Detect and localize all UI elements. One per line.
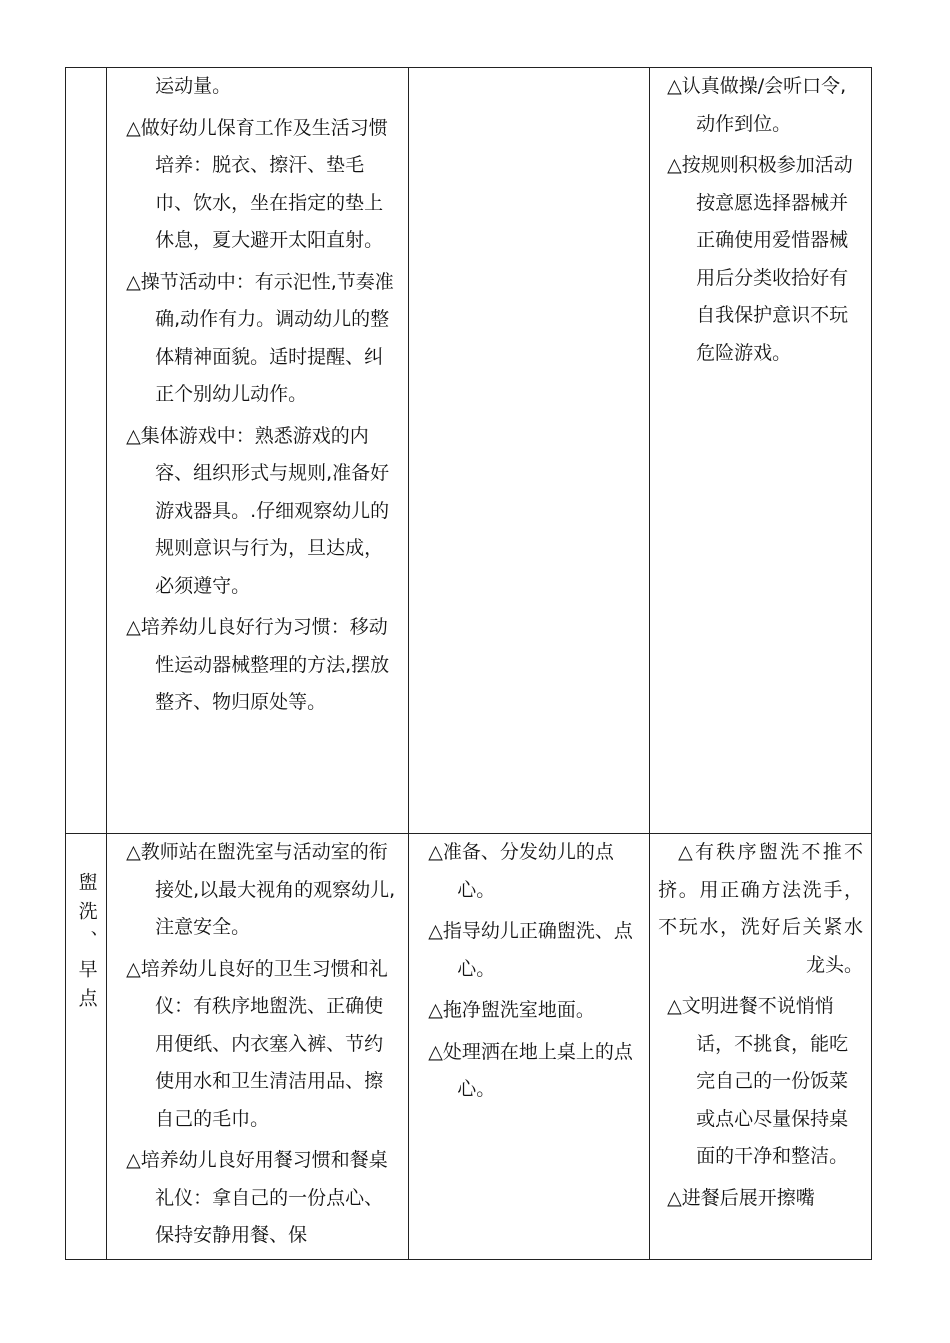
table-row	[66, 68, 872, 834]
list-item: △认真做操/会听口令,动作到位。	[667, 75, 847, 135]
paragraph: △有秩序盥洗不推不挤。用正确方法洗手，不玩水，洗好后关紧水龙头。	[658, 841, 863, 976]
row-label-cell	[66, 68, 107, 834]
list-item: △做好幼儿保育工作及生活习惯培养：脱衣、擦汗、垫毛巾、饮水，坐在指定的垫上休息，夏大避开太阳直射。	[126, 116, 388, 251]
list-item: △教师站在盥洗室与活动室的衔接处,以最大视角的观察幼儿,注意安全。	[126, 841, 396, 938]
list-item: △准备、分发幼儿的点心。	[428, 841, 614, 901]
list-item: △文明进餐不说悄悄话，不挑食，能吃完自己的一份饭菜或点心尽量保持桌面的干净和整洁。	[667, 995, 849, 1167]
teacher-guidance-cell	[107, 68, 409, 834]
teacher-guidance-cell	[107, 834, 409, 1260]
caregiver-tasks-cell	[409, 834, 650, 1260]
list-item: △拖净盥洗室地面。	[428, 999, 595, 1021]
list-item: △指导幼儿正确盥洗、点心。	[428, 920, 633, 980]
continued-text: 运动量。	[155, 75, 232, 97]
row-label: 盥洗、早点	[75, 872, 98, 1017]
list-item: △处理洒在地上桌上的点心。	[428, 1040, 633, 1100]
schedule-table	[65, 67, 872, 1260]
list-item: △操节活动中：有示汜性,节奏准确,动作有力。调动幼儿的整体精神面貌。适时提醒、纠正个别幼儿动作。	[126, 270, 394, 405]
list-item: △集体游戏中：熟悉游戏的内容、组织形式与规则,准备好游戏器具。.仔细观察幼儿的规则意识与行为，旦达成，必须遵守。	[126, 424, 390, 597]
list-item: △培养幼儿良好行为习惯：移动性运动器械整理的方法,摆放整齐、物归原处等。	[126, 616, 390, 713]
list-item: △培养幼儿良好的卫生习惯和礼仪：有秩序地盥洗、正确使用便纸、内衣塞入裤、节约使用水和卫生清洁用品、擦自己的毛巾。	[126, 957, 388, 1130]
child-goals-cell	[650, 834, 872, 1260]
list-item: △培养幼儿良好用餐习惯和餐桌礼仪：拿自己的一份点心、保持安静用餐、保	[126, 1149, 388, 1246]
table-row	[66, 834, 872, 1260]
list-item: △进餐后展开擦嘴	[667, 1186, 815, 1209]
list-item: △按规则积极参加活动按意愿选择器械并正确使用爱惜器械用后分类收拾好有自我保护意识不玩危险游戏。	[667, 154, 853, 364]
row-label-cell	[66, 834, 107, 1260]
caregiver-tasks-cell	[409, 68, 650, 834]
child-goals-cell	[650, 68, 872, 834]
